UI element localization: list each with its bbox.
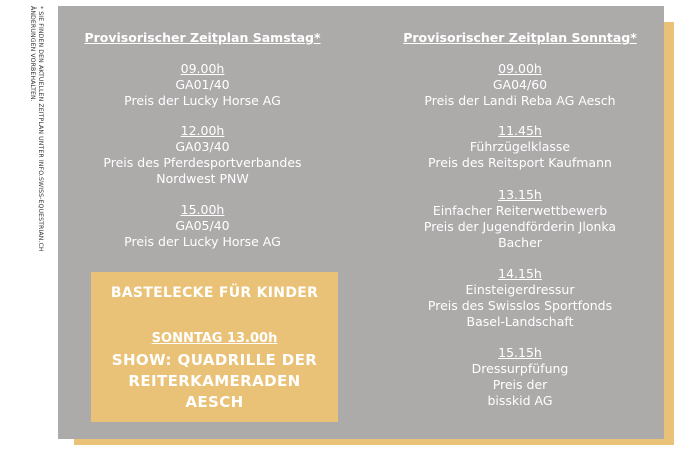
side-note-line-2: ÄNDERUNGEN VORBEHALTEN. (29, 6, 36, 102)
side-note-line-1: * SIE FINDEN DEN AKTUELLEN ZEITPLAN UNTER INFO.SWISS-EQUESTRIAN.CH (37, 6, 44, 252)
bastelecke-box (91, 272, 338, 422)
show-title-line: REITERKAMERADEN (128, 372, 301, 390)
schedule-panel (58, 6, 664, 439)
entry-time: 13.15h (498, 187, 542, 202)
entry-time: 12.00h (180, 123, 225, 138)
entry-line: Preis des Reitsport Kaufmann (428, 155, 612, 170)
schedule-entry (58, 61, 347, 109)
entry-line: Bacher (498, 235, 542, 250)
entry-line: bisskid AG (487, 393, 553, 408)
show-date: SONNTAG 13.00h (151, 331, 278, 346)
show-title (101, 350, 328, 413)
sunday-title: Provisorischer Zeitplan Sonntag* (403, 30, 637, 45)
schedule-entry (361, 266, 679, 330)
entry-line: GA03/40 (175, 139, 230, 154)
entry-time: 09.00h (498, 61, 542, 76)
side-note (18, 6, 44, 306)
entry-line: Preis der Landi Reba AG Aesch (424, 93, 616, 108)
entry-time: 14.15h (498, 266, 542, 281)
show-title-line: SHOW: QUADRILLE DER (111, 351, 318, 369)
entry-line: Führzügelklasse (469, 139, 571, 154)
entry-time: 09.00h (180, 61, 225, 76)
entry-line: Preis der Jugendförderin Jlonka (423, 219, 617, 234)
entry-line: GA05/40 (175, 218, 230, 233)
entry-line: Preis des Swisslos Sportfonds (427, 298, 613, 313)
schedule-entry (361, 345, 679, 409)
schedule-entry (361, 61, 679, 109)
entry-time: 11.45h (498, 123, 542, 138)
entry-line: GA01/40 (175, 77, 230, 92)
show-title-line: AESCH (185, 393, 244, 411)
entry-line: Preis der Lucky Horse AG (124, 93, 281, 108)
entry-time: 15.15h (498, 345, 542, 360)
schedule-entry (361, 123, 679, 171)
schedule-entry (58, 202, 347, 250)
schedule-entry (361, 187, 679, 251)
bastelecke-heading: BASTELECKE FÜR KINDER (110, 285, 319, 301)
entry-line: Preis des Pferdesportverbandes (103, 155, 302, 170)
entry-line: Nordwest PNW (156, 171, 249, 186)
entry-line: Preis der (492, 377, 548, 392)
entry-line: Preis der Lucky Horse AG (124, 234, 281, 249)
schedule-entry (58, 123, 347, 187)
entry-line: Dressurpfüfung (471, 361, 569, 376)
entry-time: 15.00h (180, 202, 225, 217)
entry-line: Einfacher Reiterwettbewerb (432, 203, 608, 218)
saturday-title: Provisorischer Zeitplan Samstag* (84, 30, 321, 45)
entry-line: Basel-Landschaft (466, 314, 574, 329)
entry-line: Einsteigerdressur (465, 282, 575, 297)
entry-line: GA04/60 (492, 77, 548, 92)
